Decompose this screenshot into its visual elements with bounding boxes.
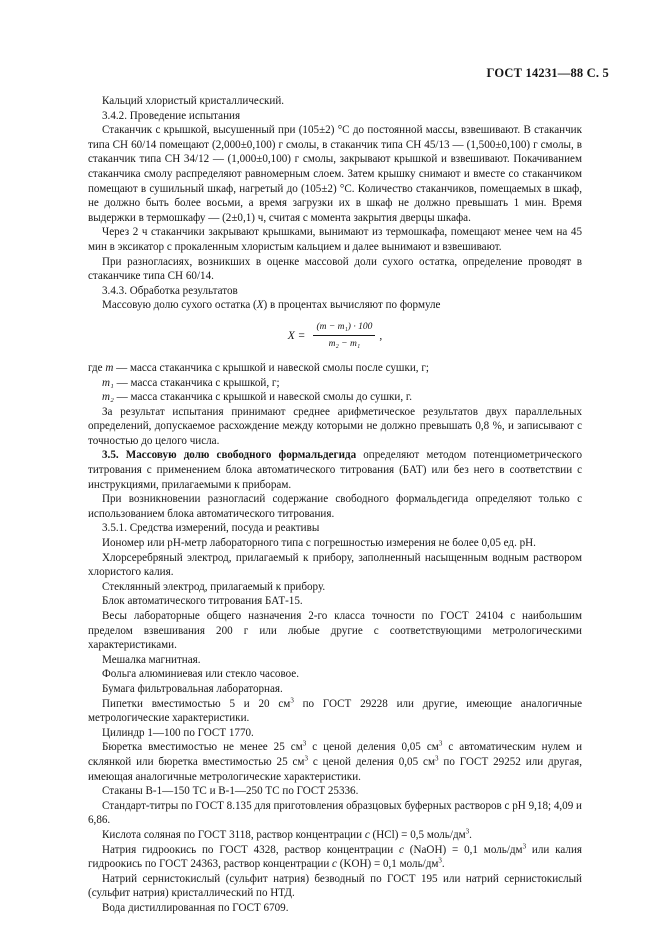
formula — [88, 319, 582, 353]
text-run: с автоматическим нулем и склянкой или бюретка вместимостью 25 см — [88, 741, 583, 768]
document-body — [88, 94, 582, 915]
text-run: по ГОСТ 29228 или другие, имеющие аналогичные метрологические характеристики. — [88, 697, 582, 725]
superscript: 3 — [465, 827, 470, 836]
paragraph: Натрий сернистокислый (сульфит натрия) безводный по ГОСТ 195 или натрий сернистокислый (сульфит натрия) кристаллический по НТД. — [88, 872, 582, 900]
paragraph — [88, 843, 582, 872]
variable: c — [332, 858, 337, 871]
text-run: (KOH) = 0,1 моль/дм — [336, 858, 439, 871]
formula-lhs: X = — [287, 329, 306, 342]
text-run: Пипетки вместимостью 5 и 20 см — [102, 697, 291, 710]
superscript: 3 — [438, 856, 442, 865]
text-run: с ценой деления 0,05 см — [306, 741, 439, 754]
text-run: . — [441, 858, 445, 871]
section-heading: 3.5.1. Средства измерений, посуда и реактивы — [102, 522, 320, 535]
text-run: (NaOH) = 0,1 моль/дм — [403, 843, 523, 856]
variable: m₁ — [102, 376, 114, 389]
formula-denominator: m₂ − m₁ — [328, 339, 361, 350]
paragraph: Бумага фильтровальная лабораторная. — [102, 682, 283, 695]
variable: c — [399, 843, 404, 856]
text-run: . — [469, 828, 472, 841]
definition — [88, 376, 582, 391]
paragraph — [88, 828, 582, 843]
paragraph — [88, 298, 582, 313]
paragraph: Стеклянный электрод, прилагаемый к прибору. — [102, 580, 326, 593]
superscript: 3 — [435, 754, 439, 763]
variable: c — [364, 828, 370, 841]
paragraph: При разногласиях, возникших в оценке массовой доли сухого остатка, определение проводят в стаканчике типа СН 60/14. — [88, 255, 582, 283]
superscript: 3 — [302, 739, 307, 748]
paragraph: Стандарт-титры по ГОСТ 8.135 для приготовления образцовых буферных растворов с pH 9,18; 4,09 и 6,86. — [88, 799, 582, 827]
paragraph: Весы лабораторные общего назначения 2-го класса точности по ГОСТ 24104 с наибольшим пределом взвешивания 200 г или любые другие с соответствующими метрологическими характеристиками. — [88, 610, 582, 652]
definition — [88, 390, 582, 405]
section-lead-bold: 3.5. Массовую долю свободного формальдегида — [102, 449, 357, 462]
variable-x: X — [256, 299, 264, 312]
variable-definitions — [88, 361, 582, 405]
variable: m₂ — [102, 391, 114, 404]
superscript: 3 — [522, 841, 527, 850]
paragraph — [88, 697, 582, 726]
paragraph: Стаканчик с крышкой, высушенный при (105±2) °С до постоянной массы, взвешивают. В стаканчик типа СН 60/14 помещают (2,000±0,100) г смолы, в стаканчик типа СН 45/13 — (1,500±0,100) г смолы, в стаканчик типа СН 34/12 — (1,000±0,100) г смолы, закрывают крышкой и взвешивают. Покачиванием стаканчика смолу распределяют равномерным слоем. Затем крышку снимают и вместе со стаканчиком помещают в сушильный шкаф, нагретый до (105±2) °С. Количество стаканчиков, помещаемых в шкаф, не должно быть более восьми, а время загрузки их в шкаф не должно превышать 1 мин. Время выдержки в термошкафу — (2±0,1) ч, считая с момента закрытия дверцы шкафа. — [88, 124, 582, 224]
text-run: — масса стаканчика с крышкой, г; — [113, 376, 280, 389]
section-heading: 3.4.2. Проведение испытания — [102, 109, 241, 122]
formula-tail: , — [379, 329, 383, 342]
text-run: где — [88, 361, 106, 374]
text-run: (HCl) = 0,5 моль/дм — [369, 828, 466, 841]
paragraph: Хлорсеребряный электрод, прилагаемый к прибору, заполненный насыщенным водным раствором хлористого калия. — [88, 551, 582, 579]
text-run: ) в процентах вычисляют по формуле — [263, 299, 441, 312]
paragraph: Иономер или pH-метр лабораторного типа с погрешностью измерения не более 0,05 ед. pH. — [102, 537, 536, 550]
paragraph: Кальций хлористый кристаллический. — [102, 95, 285, 107]
section-heading: 3.4.3. Обработка результатов — [102, 284, 238, 297]
text-run: с ценой деления 0,05 см — [307, 755, 435, 768]
superscript: 3 — [304, 754, 308, 763]
text-run: Натрия гидроокись по ГОСТ 4328, раствор концентрации — [102, 843, 400, 856]
text-run: определяют методом потенциометрического титрования с применением блока автоматического титрования (БАТ) или без него в соответствии с инструкциями, прилагаемыми к приборам. — [88, 449, 582, 491]
paragraph: Мешалка магнитная. — [102, 653, 201, 666]
superscript: 3 — [438, 739, 443, 748]
paragraph: Вода дистиллированная по ГОСТ 6709. — [102, 901, 289, 914]
text-run: Кислота соляная по ГОСТ 3118, раствор концентрации — [102, 828, 365, 841]
text-run: Бюретка вместимостью не менее 25 см — [102, 741, 303, 754]
definition — [88, 361, 582, 376]
text-run: Массовую долю сухого остатка ( — [102, 299, 257, 312]
text-run: — масса стаканчика с крышкой и навеской смолы до сушки, г. — [113, 391, 412, 404]
variable: m — [105, 361, 114, 374]
text-run: — масса стаканчика с крышкой и навеской смолы после сушки, г; — [113, 361, 429, 374]
superscript: 3 — [290, 695, 294, 704]
paragraph — [88, 740, 582, 784]
paragraph: Стаканы В-1—150 ТС и В-1—250 ТС по ГОСТ 25336. — [102, 785, 359, 798]
paragraph: При возникновении разногласий содержание свободного формальдегида определяют только с использованием блока автоматического титрования. — [88, 493, 582, 520]
paragraph: Цилиндр 1—100 по ГОСТ 1770. — [102, 726, 254, 739]
paragraph: Блок автоматического титрования БАТ-15. — [102, 595, 303, 608]
page-header: ГОСТ 14231—88 С. 5 — [486, 66, 609, 80]
formula-fraction — [313, 320, 375, 352]
paragraph: За результат испытания принимают среднее арифметическое результатов двух параллельных определений, допускаемое расхождение между которыми не должно превышать 0,8 %, и записывают с точностью до целого числа. — [88, 405, 582, 447]
paragraph: Через 2 ч стаканчики закрывают крышками, вынимают из термошкафа, помещают менее чем на 45 мин в эксикатор с прокаленным хлористым кальцием и далее вынимают и взвешивают. — [88, 226, 582, 253]
paragraph — [88, 448, 582, 492]
formula-numerator: (m − m₁) · 100 — [313, 320, 375, 337]
text-run: по ГОСТ 29252 или другая, имеющая аналогичные метрологические характеристики. — [88, 755, 582, 783]
text-run: или калия гидроокись по ГОСТ 24363, раствор концентрации — [88, 843, 583, 871]
paragraph: Фольга алюминиевая или стекло часовое. — [102, 668, 299, 681]
